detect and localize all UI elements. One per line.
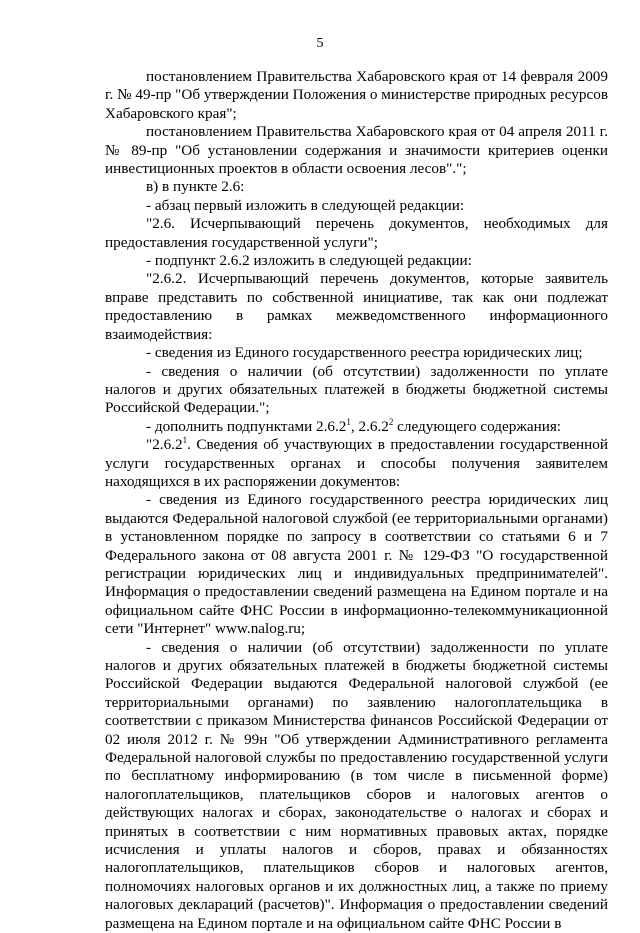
clause-text: . Сведения об участвующих в предоставлении государственной услуги государственных органах и способы получения заявителем находящихся в их распоряжении документов: — [105, 436, 608, 490]
addition-text: - дополнить подпунктами 2.6.2 — [146, 417, 347, 435]
addition-paragraph — [105, 418, 608, 436]
paragraph: постановлением Правительства Хабаровского края от 04 апреля 2011 г. № 89-пр "Об установлении содержания и значимости критериев оценки инвестиционных проектов в области освоения лесов"."; — [105, 123, 608, 178]
paragraph: - абзац первый изложить в следующей редакции: — [146, 196, 465, 214]
document-body — [105, 68, 608, 933]
paragraph: постановлением Правительства Хабаровского края от 14 февраля 2009 г. № 49-пр "Об утверждении Положения о министерстве природных ресурсов Хабаровского края"; — [105, 68, 608, 122]
paragraph: - сведения из Единого государственного реестра юридических лиц выдаются Федеральной налоговой службой (ее территориальными органами) в установленном порядке по запросу в соответствии со статьями 6 и 7 Федерального закона от 08 августа 2001 г. № 129-ФЗ "О государственной регистрации юридических лиц и индивидуальных предпринимателей". Информация о предоставлении сведений размещена на Едином портале и на официальном сайте ФНС России в информационно-телекоммуникационной сети "Интернет" www.nalog.ru; — [105, 491, 608, 638]
superscript: 1 — [182, 435, 188, 446]
paragraph: в) в пункте 2.6: — [146, 178, 245, 196]
superscript: 2 — [388, 416, 394, 427]
paragraph: - сведения о наличии (об отсутствии) задолженности по уплате налогов и других обязательных платежей в бюджеты бюджетной системы Российской Федерации."; — [105, 362, 608, 417]
paragraph: - сведения о наличии (об отсутствии) задолженности по уплате налогов и других обязательных платежей в бюджеты бюджетной системы Российской Федерации выдаются Федеральной налоговой службой (ее территориальными органами) по заявлению налогоплательщика в соответствии с приказом Министерства финансов Российской Федерации от 02 июля 2012 г. № 99н "Об утверждении Административного регламента Федеральной налоговой службы по предоставлению государственной услуги по бесплатному информированию (в том числе в письменной форме) налогоплательщиков, плательщиков сборов и налоговых агентов о действующих налогах и сборах, законодательстве о налогах и сборах и принятых в соответствии с ним нормативных правовых актах, порядке исчисления и уплаты налогов и сборов, правах и обязанностях налогоплательщиков, плательщиков сборов и налоговых агентов, полномочиях налоговых органов и их должностных лиц, а также по приему налоговых деклараций (расчетов)". Информация о предоставлении сведений размещена на Едином портале и на официальном сайте ФНС России в — [105, 638, 608, 932]
paragraph: - подпункт 2.6.2 изложить в следующей редакции: — [146, 252, 472, 270]
paragraph: "2.6.2. Исчерпывающий перечень документов, которые заявитель вправе представить по собственной инициативе, так как они подлежат предоставлению в рамках межведомственного информационного взаимодействия: — [105, 270, 608, 343]
addition-tail: следующего содержания: — [393, 417, 562, 435]
addition-separator: , 2.6.2 — [350, 417, 389, 435]
paragraph: "2.6. Исчерпывающий перечень документов, необходимых для предоставления государственной услуги"; — [105, 215, 608, 251]
clause-paragraph — [105, 436, 608, 491]
clause-number: "2.6.2 — [146, 436, 183, 454]
paragraph: - сведения из Единого государственного реестра юридических лиц; — [146, 344, 583, 362]
page-number: 5 — [316, 36, 324, 51]
superscript: 1 — [346, 416, 351, 427]
